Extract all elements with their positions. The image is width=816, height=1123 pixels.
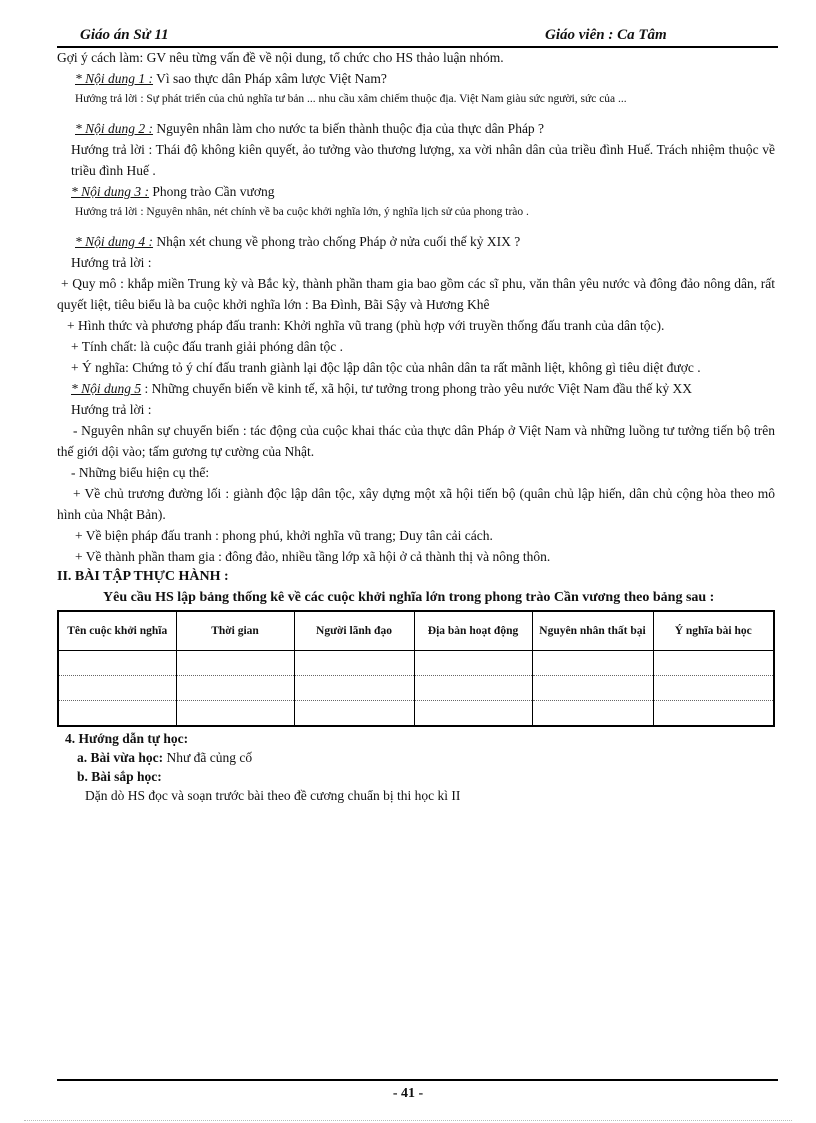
content-3-answer: Hướng trả lời : Nguyên nhân, nét chính về ba cuộc khởi nghĩa lớn, ý nghĩa lịch sử của phong trào . bbox=[75, 206, 529, 218]
content-3-label: * Nội dung 3 : bbox=[71, 184, 150, 199]
content-5-question: : Những chuyển biến về kinh tế, xã hội, tư tưởng trong phong trào yêu nước Việt Nam đầu thế kỷ XX bbox=[141, 381, 693, 396]
content-1-label: * Nội dung 1 : bbox=[75, 71, 154, 86]
content-2 bbox=[57, 118, 775, 139]
table-header-cell: Thời gian bbox=[176, 611, 294, 651]
content-4 bbox=[57, 231, 775, 252]
self-study-guide bbox=[57, 729, 775, 805]
page-content bbox=[57, 47, 775, 805]
content-5 bbox=[57, 378, 775, 399]
statistics-table bbox=[57, 610, 775, 727]
content-4-nature: + Tính chất: là cuộc đấu tranh giải phóng dân tộc . bbox=[71, 339, 344, 354]
content-4-scale: + Quy mô : khắp miền Trung kỳ và Bắc kỳ, thành phần tham gia bao gồm các sĩ phu, văn thân yêu nước và đông đảo nông dân, rất quyết liệt, tiêu biểu là ba cuộc khởi nghĩa lớn : Ba Đình, Bãi Sậy và Hương Khê bbox=[57, 276, 775, 312]
content-1-question: Vì sao thực dân Pháp xâm lược Việt Nam? bbox=[153, 71, 387, 86]
guide-item-a bbox=[57, 748, 775, 767]
guide-item-a-text: Như đã củng cố bbox=[163, 750, 253, 765]
page-bottom-border bbox=[24, 1120, 792, 1121]
table-header-row bbox=[58, 611, 774, 651]
table-header-cell: Người lãnh đạo bbox=[294, 611, 414, 651]
content-5-methods: + Về biện pháp đấu tranh : phong phú, khởi nghĩa vũ trang; Duy tân cải cách. bbox=[75, 528, 493, 543]
content-3-question: Phong trào Cần vương bbox=[149, 184, 275, 199]
content-2-label: * Nội dung 2 : bbox=[75, 121, 154, 136]
guide-item-b-label: b. Bài sắp học: bbox=[77, 769, 162, 784]
content-1 bbox=[57, 68, 775, 89]
exercise-task: Yêu cầu HS lập bảng thống kê về các cuộc khởi nghĩa lớn trong phong trào Cần vương theo bảng sau : bbox=[103, 590, 715, 605]
guide-item-b-text: Dặn dò HS đọc và soạn trước bài theo đề cương chuẩn bị thi học kì II bbox=[85, 788, 461, 803]
table-header-cell: Tên cuộc khởi nghĩa bbox=[58, 611, 176, 651]
content-5-participants: + Về thành phần tham gia : đông đảo, nhiều tầng lớp xã hội ở cả thành thị và nông thôn. bbox=[75, 549, 551, 564]
table-row bbox=[58, 676, 774, 701]
table-row bbox=[58, 651, 774, 676]
content-2-answer: Hướng trả lời : Thái độ không kiên quyết, ảo tưởng vào thương lượng, xa vời nhân dân của triều đình Huế. Trách nhiệm thuộc về triều đình Huế . bbox=[71, 142, 775, 178]
method-line: Gợi ý cách làm: GV nêu từng vấn đề về nội dung, tổ chức cho HS thảo luận nhóm. bbox=[57, 50, 504, 65]
guide-item-a-label: a. Bài vừa học: bbox=[77, 750, 164, 765]
section-title: II. BÀI TẬP THỰC HÀNH : bbox=[57, 569, 229, 584]
table-header-cell: Ý nghĩa bài học bbox=[653, 611, 774, 651]
footer-divider bbox=[57, 1079, 778, 1081]
table-header-cell: Địa bàn hoạt động bbox=[414, 611, 532, 651]
content-4-question: Nhận xét chung về phong trào chống Pháp ở nửa cuối thế kỷ XIX ? bbox=[153, 234, 521, 249]
header-teacher: Giáo viên : Ca Tâm bbox=[545, 27, 667, 43]
guide-title: 4. Hướng dẫn tự học: bbox=[65, 731, 189, 746]
content-4-meaning: + Ý nghĩa: Chứng tỏ ý chí đấu tranh giành lại độc lập dân tộc của nhân dân ta rất mãnh liệt, không gì tiêu diệt được . bbox=[71, 360, 701, 375]
content-5-cause: - Nguyên nhân sự chuyển biến : tác động của cuộc khai thác của thực dân Pháp ở Việt Nam và những luồng tư tưởng tiến bộ trên thế giới dội vào; tấm gương tự cường của Nhật. bbox=[57, 423, 775, 459]
content-5-manifestations: - Những biểu hiện cụ thể: bbox=[71, 465, 210, 480]
table-row bbox=[58, 701, 774, 727]
content-1-answer: Hướng trả lời : Sự phát triển của chủ nghĩa tư bản ... nhu cầu xâm chiếm thuộc địa. Việt Nam giàu sức người, sức của ... bbox=[75, 93, 627, 105]
content-4-form: + Hình thức và phương pháp đấu tranh: Khởi nghĩa vũ trang (phù hợp với truyền thống đấu tranh của dân tộc). bbox=[67, 318, 665, 333]
content-3 bbox=[57, 181, 775, 202]
table-header-cell: Nguyên nhân thất bại bbox=[532, 611, 653, 651]
content-2-question: Nguyên nhân làm cho nước ta biến thành thuộc địa của thực dân Pháp ? bbox=[153, 121, 545, 136]
header-subject: Giáo án Sử 11 bbox=[80, 27, 169, 43]
content-5-answer-heading: Hướng trả lời : bbox=[71, 402, 152, 417]
content-4-answer-heading: Hướng trả lời : bbox=[71, 255, 152, 270]
content-5-policy: + Về chủ trương đường lối : giành độc lập dân tộc, xây dựng một xã hội tiến bộ (quân chủ lập hiến, dân chủ cộng hòa theo mô hình của Nhật Bản). bbox=[57, 486, 775, 522]
content-5-label: * Nội dung 5 bbox=[71, 381, 142, 396]
content-4-label: * Nội dung 4 : bbox=[75, 234, 154, 249]
page-number: - 41 - bbox=[392, 1086, 424, 1101]
